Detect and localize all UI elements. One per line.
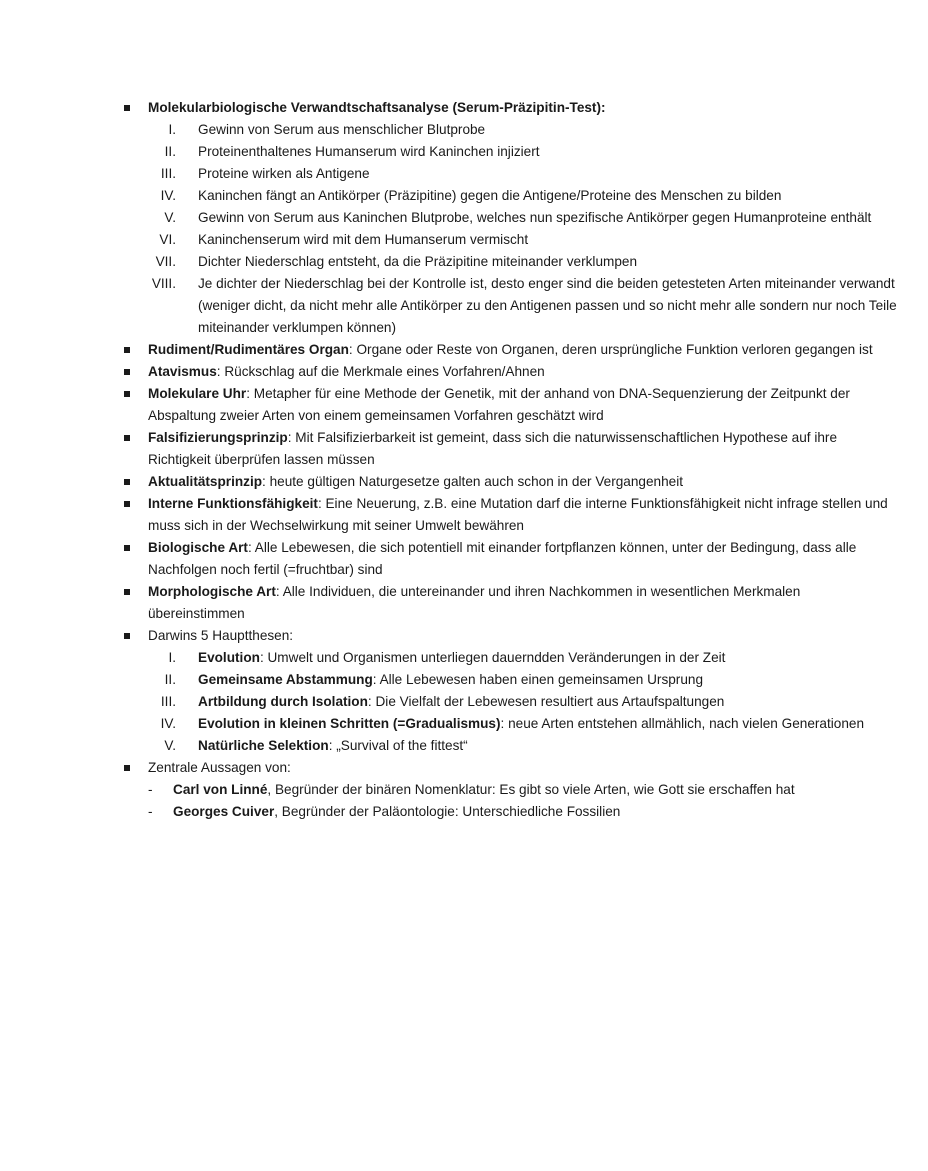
bullet-icon — [124, 479, 130, 485]
thesis-row — [0, 669, 928, 691]
thesis-row — [0, 713, 928, 735]
thesis-definition: : neue Arten entstehen allmählich, nach vielen Generationen — [500, 716, 865, 731]
thesis-term: Gemeinsame Abstammung — [198, 672, 373, 687]
step-row — [0, 273, 928, 339]
bullet-icon — [124, 589, 130, 595]
thesis-row — [0, 691, 928, 713]
step-number: III. — [160, 166, 176, 181]
bullet-icon — [124, 545, 130, 551]
thesis-number: I. — [168, 650, 176, 665]
thesis-number: V. — [164, 738, 176, 753]
step-number: IV. — [160, 188, 176, 203]
bullet-icon — [124, 105, 130, 111]
thesis-number: III. — [160, 694, 176, 709]
thesis-definition: : „Survival of the fittest“ — [328, 738, 468, 753]
step-row — [0, 163, 928, 185]
term-item — [0, 493, 888, 537]
thesis-definition: : Die Vielfalt der Lebewesen resultiert aus Artaufspaltungen — [367, 694, 725, 709]
step-text: Dichter Niederschlag entsteht, da die Präzipitine miteinander verklumpen — [198, 254, 638, 269]
thesis-number: II. — [164, 672, 176, 687]
thesis-term: Evolution in kleinen Schritten (=Gradualismus) — [198, 716, 501, 731]
bullet-icon — [124, 347, 130, 353]
person-name: Carl von Linné — [173, 782, 268, 797]
step-text: Je dichter der Niederschlag bei der Kontrolle ist, desto enger sind die beiden getesteten Arten miteinander verwandt (weniger dicht, da nicht mehr alle Antikörper zu den Antigenen passen und so nicht mehr alle sondern nur noch Teile miteinander verklumpen können) — [198, 276, 897, 335]
term-label: Aktualitätsprinzip — [148, 474, 263, 489]
thesis-term: Artbildung durch Isolation — [198, 694, 368, 709]
step-number: VIII. — [151, 276, 176, 291]
thesis-definition: : Umwelt und Organismen unterliegen dauerndden Veränderungen in der Zeit — [259, 650, 726, 665]
term-definition: : Metapher für eine Methode der Genetik, mit der anhand von DNA-Sequenzierung der Zeitpunkt der Abspaltung zweier Arten von einem gemeinsamen Vorfahren geschätzt wird — [148, 386, 850, 423]
statement-text: , Begründer der binären Nomenklatur: Es gibt so viele Arten, wie Gott sie erschaffen hat — [267, 782, 795, 797]
thesis-term: Natürliche Selektion — [198, 738, 329, 753]
bullet-icon — [124, 633, 130, 639]
step-text: Kaninchenserum wird mit dem Humanserum vermischt — [198, 232, 529, 247]
statement-text: , Begründer der Paläontologie: Unterschiedliche Fossilien — [274, 804, 621, 819]
term-item — [0, 537, 888, 581]
step-row — [0, 141, 928, 163]
step-text: Gewinn von Serum aus Kaninchen Blutprobe, welches nun spezifische Antikörper gegen Humanproteine enthält — [198, 210, 872, 225]
dash-marker: - — [148, 782, 153, 797]
thesis-definition: : Alle Lebewesen haben einen gemeinsamen Ursprung — [372, 672, 704, 687]
step-number: VII. — [155, 254, 176, 269]
step-row — [0, 119, 928, 141]
list-item-zentrale — [0, 757, 888, 779]
step-text: Gewinn von Serum aus menschlicher Blutprobe — [198, 122, 486, 137]
bullet-icon — [124, 435, 130, 441]
statement-row — [0, 779, 863, 801]
term-definition: : Eine Neuerung, z.B. eine Mutation darf die interne Funktionsfähigkeit nicht infrage stellen und muss sich in der Wechselwirkung mit seiner Umwelt bewähren — [148, 496, 888, 533]
step-number: VI. — [159, 232, 176, 247]
step-number: V. — [164, 210, 176, 225]
term-item — [0, 383, 888, 427]
term-item — [0, 427, 888, 471]
step-text: Proteinenthaltenes Humanserum wird Kaninchen injiziert — [198, 144, 540, 159]
term-label: Interne Funktionsfähigkeit — [148, 496, 318, 511]
step-row — [0, 251, 928, 273]
step-text: Proteine wirken als Antigene — [198, 166, 370, 181]
bullet-icon — [124, 391, 130, 397]
term-definition: : Alle Individuen, die untereinander und ihren Nachkommen in wesentlichen Merkmalen übereinstimmen — [148, 584, 801, 621]
thesis-term: Evolution — [198, 650, 260, 665]
term-definition: : Mit Falsifizierbarkeit ist gemeint, dass sich die naturwissenschaftlichen Hypothese auf ihre Richtigkeit überprüfen lassen müssen — [148, 430, 838, 467]
step-text: Kaninchen fängt an Antikörper (Präzipitine) gegen die Antigene/Proteine des Menschen zu bilden — [198, 188, 782, 203]
thesis-row — [0, 735, 928, 757]
term-label: Rudiment/Rudimentäres Organ — [148, 342, 349, 357]
term-definition: : Rückschlag auf die Merkmale eines Vorfahren/Ahnen — [216, 364, 545, 379]
step-row — [0, 207, 928, 229]
term-label: Atavismus — [148, 364, 217, 379]
list-item-darwin — [0, 625, 888, 647]
bullet-icon — [124, 369, 130, 375]
term-item — [0, 471, 888, 493]
step-row — [0, 229, 928, 251]
term-item — [0, 339, 888, 361]
dash-marker: - — [148, 804, 153, 819]
zentrale-title: Zentrale Aussagen von: — [148, 760, 291, 775]
term-definition: : Alle Lebewesen, die sich potentiell mit einander fortpflanzen können, unter der Bedingung, dass alle Nachfolgen noch fertil (=fruchtbar) sind — [148, 540, 857, 577]
term-label: Biologische Art — [148, 540, 248, 555]
step-row — [0, 185, 928, 207]
term-definition: : heute gültigen Naturgesetze galten auch schon in der Vergangenheit — [262, 474, 684, 489]
darwin-title: Darwins 5 Hauptthesen: — [148, 628, 294, 643]
term-item — [0, 581, 888, 625]
bullet-icon — [124, 501, 130, 507]
term-label: Falsifizierungsprinzip — [148, 430, 288, 445]
list-item-serum-test — [0, 97, 888, 119]
term-definition: : Organe oder Reste von Organen, deren ursprüngliche Funktion verloren gegangen ist — [348, 342, 873, 357]
term-label: Molekulare Uhr — [148, 386, 247, 401]
step-number: I. — [168, 122, 176, 137]
thesis-number: IV. — [160, 716, 176, 731]
person-name: Georges Cuiver — [173, 804, 275, 819]
thesis-row — [0, 647, 928, 669]
term-label: Morphologische Art — [148, 584, 276, 599]
statement-row — [0, 801, 863, 823]
bullet-icon — [124, 765, 130, 771]
term-item — [0, 361, 888, 383]
section-title: Molekularbiologische Verwandtschaftsanalyse (Serum-Präzipitin-Test): — [148, 100, 606, 115]
step-number: II. — [164, 144, 176, 159]
